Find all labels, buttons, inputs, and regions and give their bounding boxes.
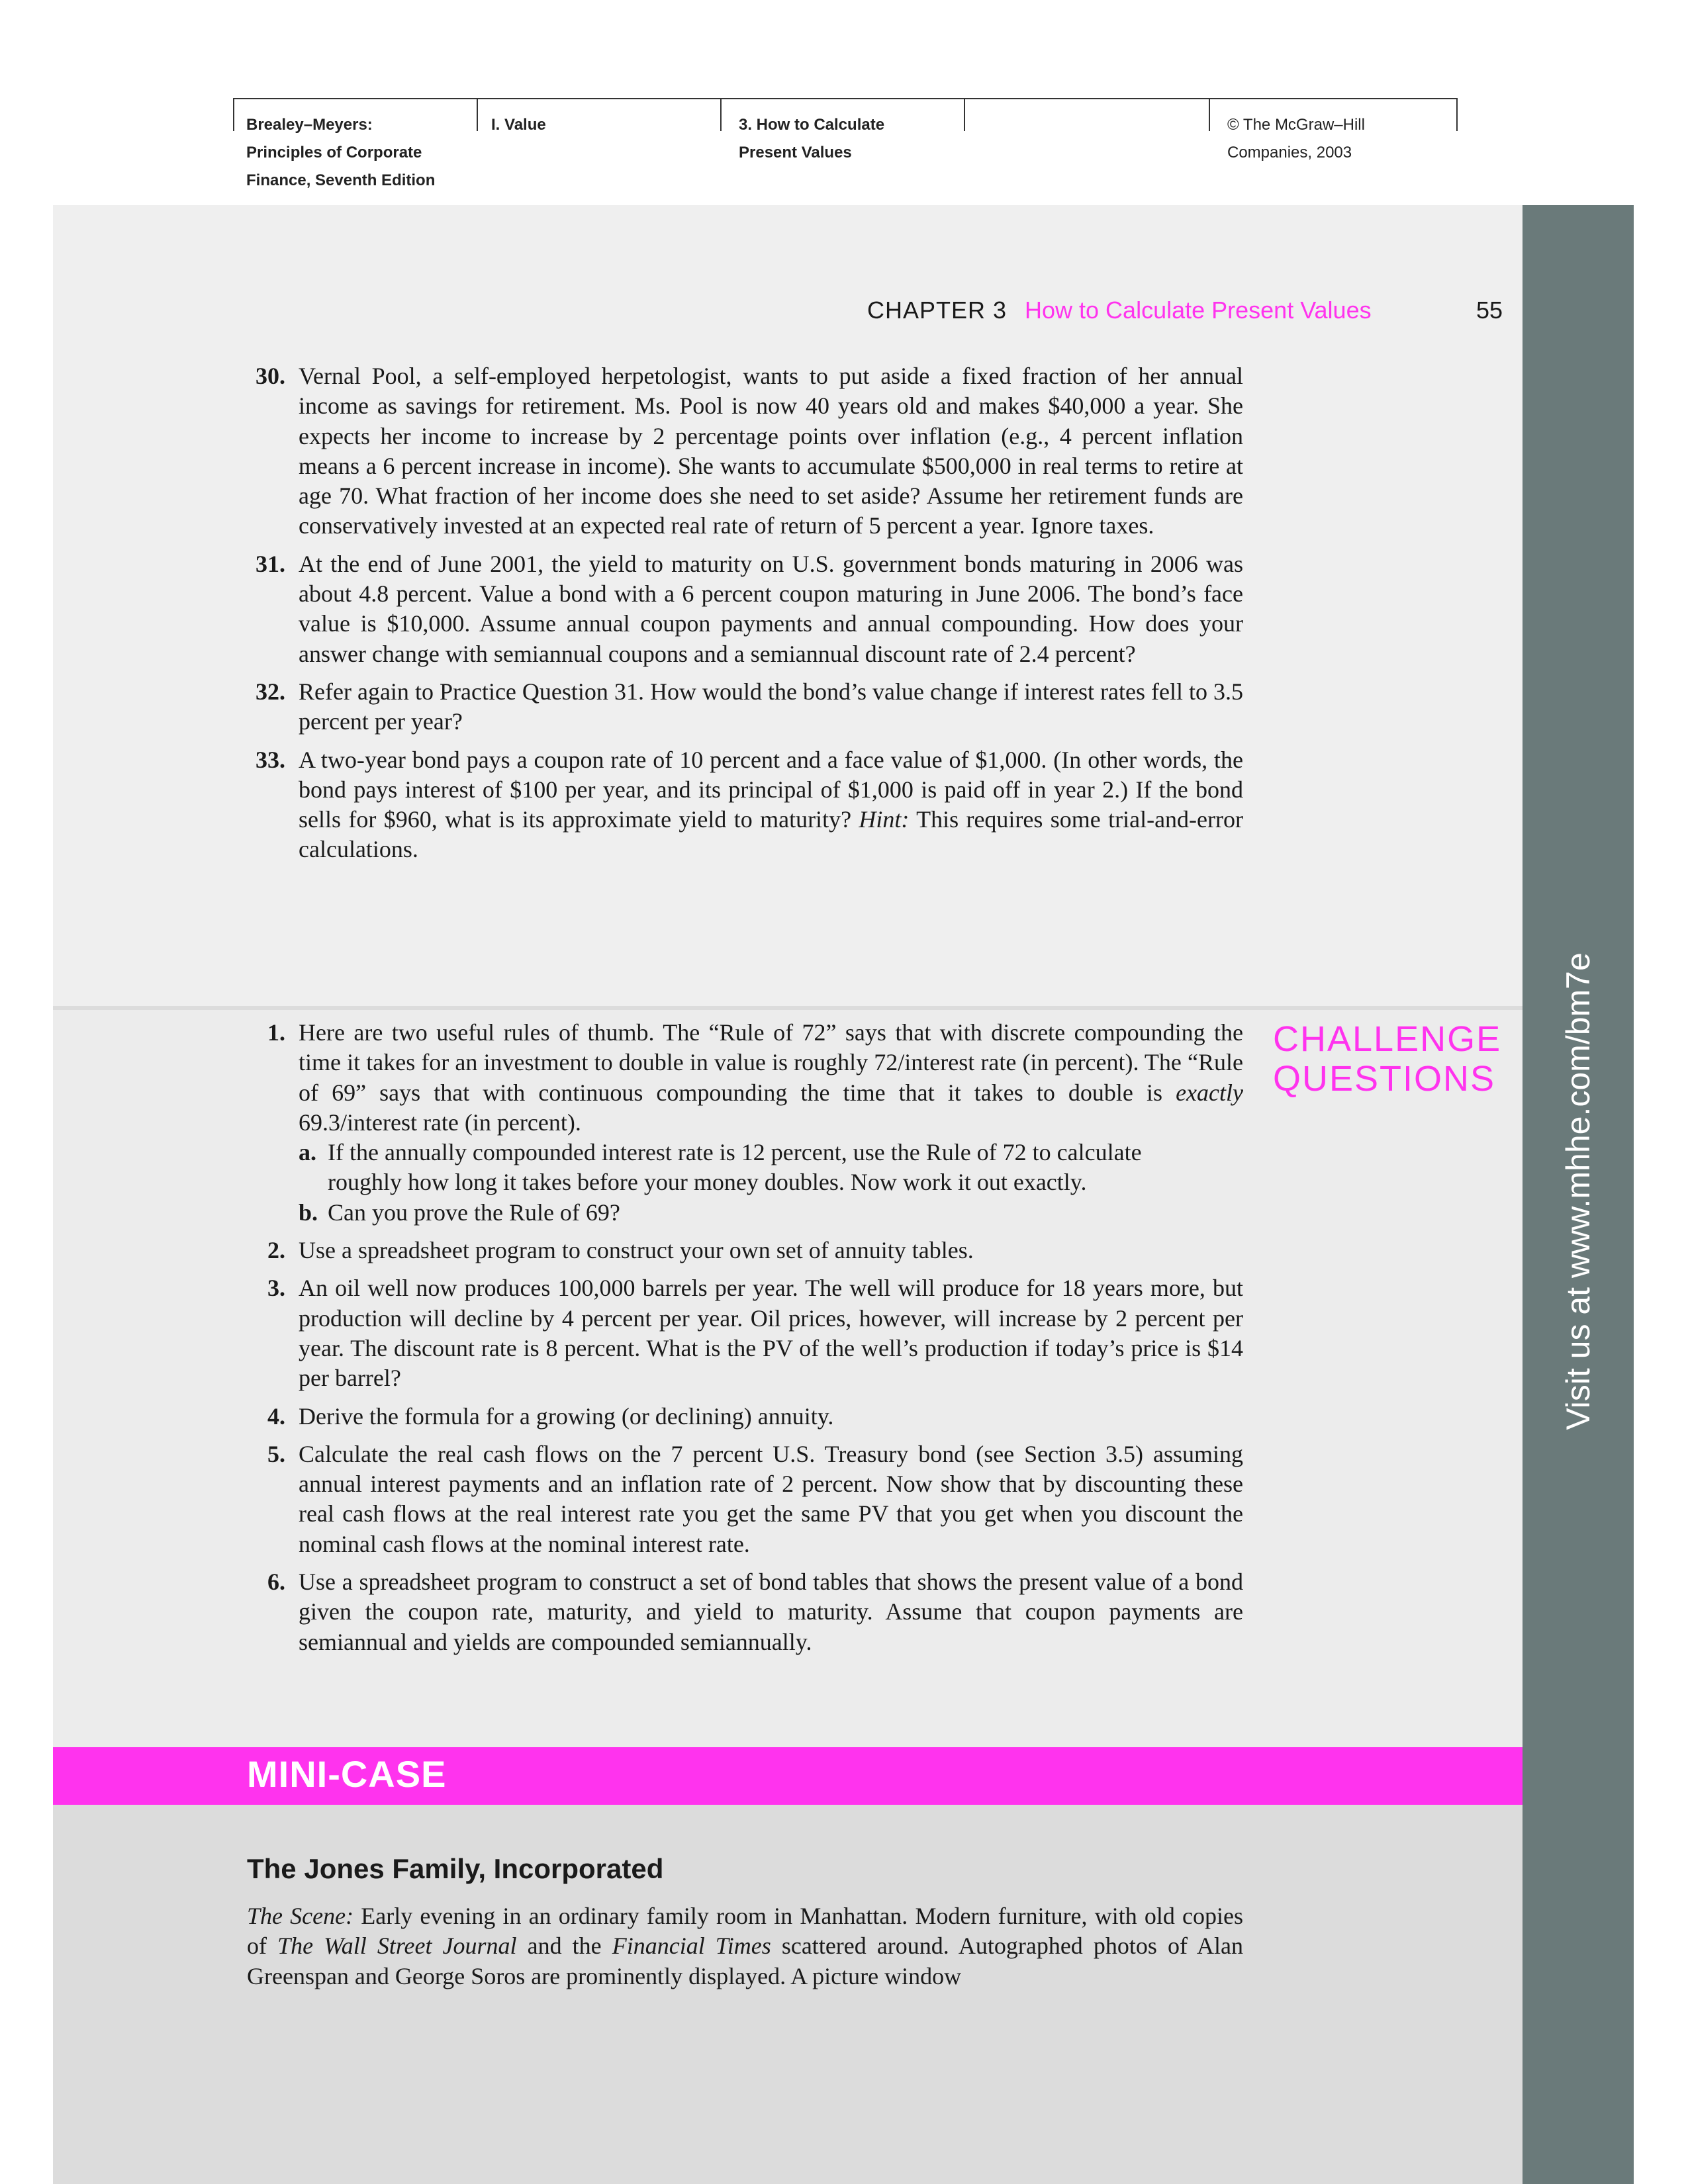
header-chapter-line-1: 3. How to Calculate	[739, 116, 885, 134]
question-text: A two-year bond pays a coupon rate of 10 percent and a face value of $1,000. (In other words, the bond pays interest of $100 per year, and its principal of $1,000 is paid off in year 2.) If the bond sells for $960, what is its approximate yield to maturity?	[299, 746, 1243, 833]
sub-question-b	[299, 1198, 1177, 1228]
question-31	[247, 549, 1243, 669]
question-text: Use a spreadsheet program to construct a set of bond tables that shows the present value of a bond given the coupon rate, maturity, and yield to maturity. Assume that coupon payments are semiannual and yields are compounded semiannually.	[299, 1569, 1243, 1655]
question-text: Derive the formula for a growing (or declining) annuity.	[299, 1402, 834, 1430]
challenge-label-line-1: CHALLENGE	[1273, 1019, 1502, 1059]
sub-label: b.	[299, 1199, 318, 1226]
challenge-questions	[247, 1018, 1243, 1665]
challenge-questions-label	[1273, 1019, 1501, 1099]
question-text: Vernal Pool, a self-employed herpetologist, wants to put aside a fixed fraction of her annual income as savings for retirement. Ms. Pool is now 40 years old and makes $40,000 a year. She expects her income to increase by 2 percentage points over inflation (e.g., 4 percent inflation means a 6 percent increase in income). She wants to accumulate $500,000 in real terms to retire at age 70. What fraction of her income does she need to set aside? Assume her retirement funds are conservatively invested at an expected real rate of return of 5 percent a year. Ignore taxes.	[299, 363, 1243, 539]
question-number: 30.	[256, 363, 285, 389]
header-copyright-line-2: Companies, 2003	[1227, 144, 1352, 161]
emphasis: exactly	[1176, 1079, 1243, 1106]
sub-label: a.	[299, 1139, 316, 1166]
question-text: Use a spreadsheet program to construct your own set of annuity tables.	[299, 1237, 974, 1264]
header-book-line-1: Brealey–Meyers:	[246, 116, 373, 134]
question-30	[247, 361, 1243, 541]
mini-case-text	[247, 1901, 1243, 1991]
question-33	[247, 745, 1243, 865]
case-text-2: and the	[516, 1933, 612, 1960]
challenge-label-line-2: QUESTIONS	[1273, 1059, 1496, 1099]
sub-text: Can you prove the Rule of 69?	[328, 1199, 620, 1226]
challenge-question-1	[247, 1018, 1243, 1228]
header-divider	[720, 98, 722, 131]
header-copyright-line-1: © The McGraw–Hill	[1227, 116, 1365, 134]
header-book-line-3: Finance, Seventh Edition	[246, 171, 436, 189]
practice-questions	[247, 361, 1243, 873]
question-number: 31.	[256, 550, 285, 577]
question-number: 2.	[267, 1237, 285, 1264]
challenge-question-6	[247, 1567, 1243, 1657]
question-text: Refer again to Practice Question 31. How would the bond’s value change if interest rates fell to 3.5 percent per year?	[299, 678, 1243, 735]
sub-text: If the annually compounded interest rate is 12 percent, use the Rule of 72 to calculate roughly how long it takes before your money doubles. Now work it out exactly.	[328, 1139, 1142, 1196]
page-number: 55	[1476, 296, 1503, 324]
question-32	[247, 677, 1243, 737]
case-italic-2: Financial Times	[612, 1933, 771, 1960]
question-number: 5.	[267, 1440, 285, 1467]
question-text: Here are two useful rules of thumb. The “Rule of 72” says that with discrete compounding the time it takes for an investment to double in value is roughly 72/interest rate (in percent). The “Rule of 69” says that with continuous compounding the time that it takes to double is	[299, 1019, 1243, 1106]
challenge-question-2	[247, 1236, 1243, 1265]
question-text: At the end of June 2001, the yield to maturity on U.S. government bonds maturing in 2006 was about 4.8 percent. Value a bond with a 6 percent coupon maturing in June 2006. The bond’s face value is $10,000. Assume annual coupon payments and annual compounding. How does your answer change with semiannual coupons and a semiannual discount rate of 2.4 percent?	[299, 550, 1243, 667]
mini-case-heading: The Jones Family, Incorporated	[247, 1853, 664, 1884]
question-number: 33.	[256, 746, 285, 773]
header-chapter-line-2: Present Values	[739, 144, 852, 161]
question-text: An oil well now produces 100,000 barrels per year. The well will produce for 18 years more, but production will decline by 4 percent per year. Oil prices, however, will increase by 2 percent per year. The discount rate is 8 percent. What is the PV of the well’s production if today’s price is $14 per barrel?	[299, 1275, 1243, 1392]
sidebar-url[interactable]: Visit us at www.mhhe.com/bm7e	[1560, 952, 1597, 1430]
question-number: 3.	[267, 1275, 285, 1302]
running-header	[233, 98, 1458, 197]
chapter-title: How to Calculate Present Values	[1025, 296, 1372, 324]
header-divider	[477, 98, 478, 131]
mini-case-band-title: MINI-CASE	[247, 1753, 447, 1795]
header-part: I. Value	[491, 116, 546, 134]
question-text-cont: This requires some trial-and-error calculations.	[299, 806, 1243, 863]
question-number: 6.	[267, 1569, 285, 1596]
question-text-cont: 69.3/interest rate (in percent).	[299, 1109, 581, 1136]
challenge-question-5	[247, 1439, 1243, 1559]
chapter-label: CHAPTER 3	[867, 296, 1008, 324]
hint-label: Hint:	[859, 806, 910, 833]
header-book-line-2: Principles of Corporate	[246, 144, 422, 161]
header-divider	[964, 98, 965, 131]
sub-question-a	[299, 1138, 1177, 1198]
challenge-question-3	[247, 1273, 1243, 1393]
question-text: Calculate the real cash flows on the 7 percent U.S. Treasury bond (see Section 3.5) assuming annual interest payments and an inflation rate of 2 percent. Now show that by discounting these real cash flows at the real interest rate you get the same PV that you get when you discount the nominal cash flows at the nominal interest rate.	[299, 1440, 1243, 1557]
case-italic-1: The Wall Street Journal	[277, 1933, 517, 1960]
case-text-1: Early evening in an ordinary family room in Manhattan. Modern furniture, with old copies of	[247, 1903, 1243, 1960]
case-text-3: scattered around. Autographed photos of Alan Greenspan and George Soros are prominently displayed. A picture window	[247, 1933, 1243, 1989]
scene-label: The Scene:	[247, 1903, 354, 1929]
header-divider	[233, 98, 234, 131]
question-number: 1.	[267, 1019, 285, 1046]
challenge-question-4	[247, 1402, 1243, 1432]
question-number: 32.	[256, 678, 285, 705]
question-number: 4.	[267, 1402, 285, 1430]
